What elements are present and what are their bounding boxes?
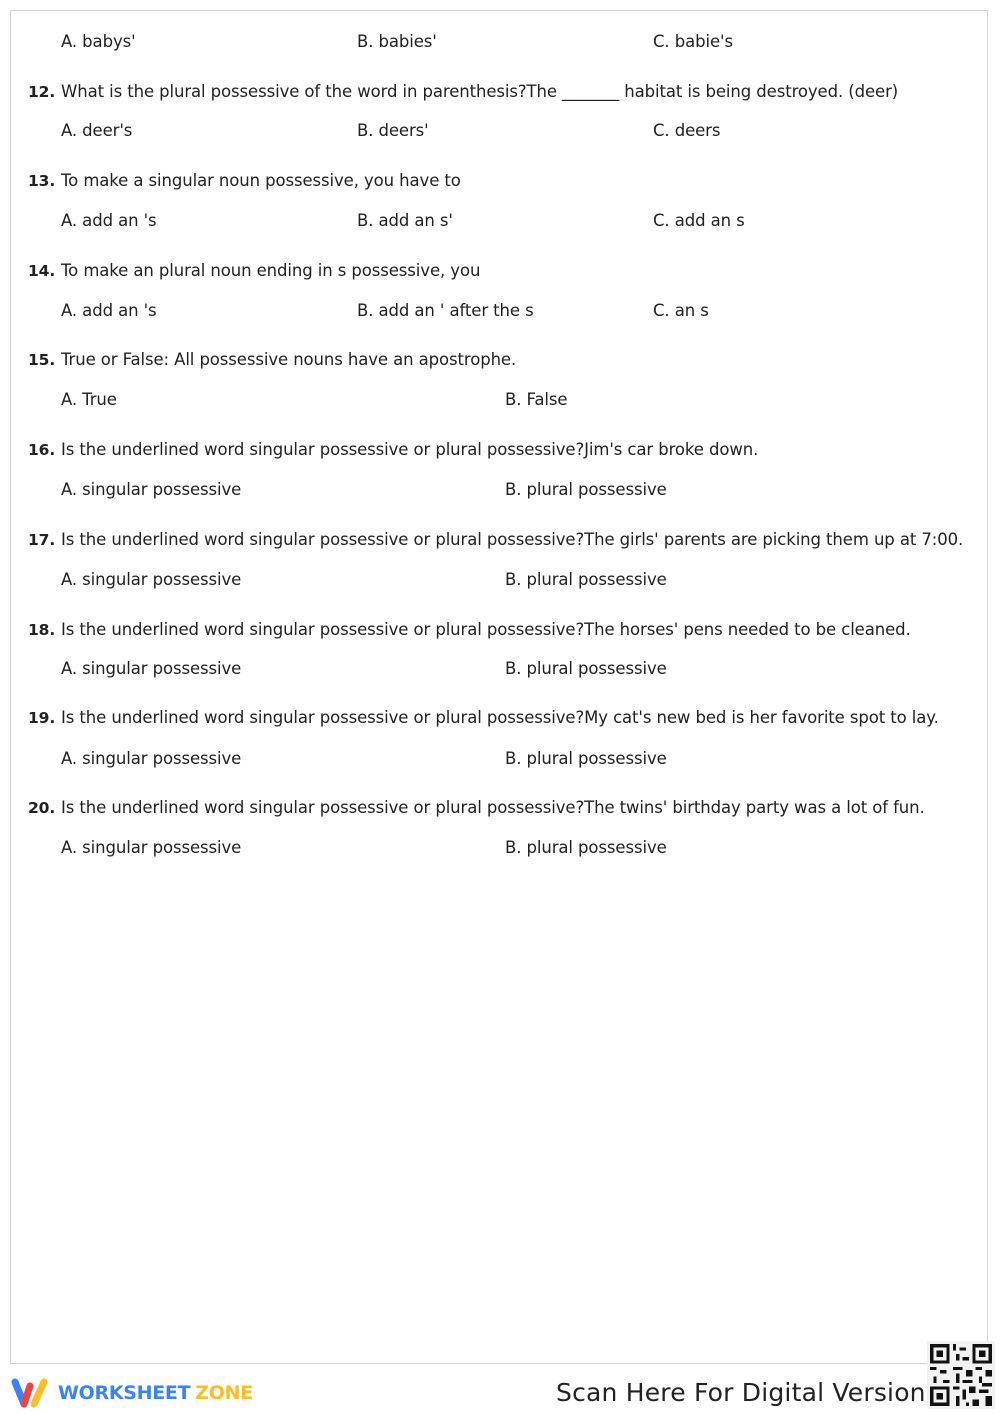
option-c: C. an s — [653, 301, 709, 320]
question-number: 19. — [28, 709, 56, 727]
option-a: A. add an 's — [61, 301, 157, 320]
question-text: Is the underlined word singular possessive or plural possessive?The twins' birthday party was a lot of fun. — [61, 798, 925, 817]
option-a: A. singular possessive — [61, 480, 242, 499]
option-b: B. plural possessive — [505, 659, 667, 678]
option-b: B. add an ' after the s — [357, 301, 534, 320]
option-a: A. True — [61, 390, 117, 409]
qr-code-icon[interactable] — [927, 1341, 995, 1409]
question-20 — [28, 798, 925, 818]
question-16 — [28, 440, 758, 460]
question-number: 16. — [28, 441, 56, 459]
question-13 — [28, 171, 461, 191]
logo-w-icon — [10, 1377, 50, 1409]
option-b: B. babies' — [357, 32, 437, 51]
question-15 — [28, 350, 516, 370]
option-b: B. add an s' — [357, 211, 453, 230]
question-text: To make an plural noun ending in s possessive, you — [61, 261, 481, 280]
question-number: 20. — [28, 799, 56, 817]
option-b: B. plural possessive — [505, 570, 667, 589]
option-a: A. singular possessive — [61, 838, 242, 857]
question-text: Is the underlined word singular possessive or plural possessive?The horses' pens needed to be cleaned. — [61, 620, 911, 639]
question-14 — [28, 261, 480, 281]
question-number: 18. — [28, 621, 56, 639]
question-18 — [28, 620, 911, 640]
option-b: B. plural possessive — [505, 838, 667, 857]
brand-worksheet: WORKSHEET — [58, 1382, 191, 1404]
question-12 — [28, 82, 898, 102]
option-c: C. babie's — [653, 32, 733, 51]
question-number: 17. — [28, 531, 56, 549]
option-b: B. deers' — [357, 121, 429, 140]
question-17 — [28, 530, 963, 550]
question-text: To make a singular noun possessive, you have to — [61, 171, 461, 190]
option-c: C. add an s — [653, 211, 745, 230]
option-a: A. deer's — [61, 121, 133, 140]
question-text: Is the underlined word singular possessive or plural possessive?My cat's new bed is her favorite spot to lay. — [61, 708, 939, 727]
option-b: B. plural possessive — [505, 749, 667, 768]
option-a: A. singular possessive — [61, 659, 242, 678]
question-number: 15. — [28, 351, 56, 369]
option-a: A. babys' — [61, 32, 136, 51]
question-19 — [28, 708, 939, 728]
question-text: Is the underlined word singular possessive or plural possessive?The girls' parents are picking them up at 7:00. — [61, 530, 964, 549]
scan-here-text: Scan Here For Digital Version — [556, 1378, 926, 1407]
question-number: 14. — [28, 262, 56, 280]
option-a: A. singular possessive — [61, 570, 242, 589]
question-text: What is the plural possessive of the word in parenthesis?The _______ habitat is being destroyed. (deer) — [61, 82, 899, 101]
brand-zone: ZONE — [195, 1382, 253, 1404]
worksheet-zone-logo — [10, 1376, 253, 1410]
option-c: C. deers — [653, 121, 721, 140]
option-a: A. add an 's — [61, 211, 157, 230]
option-b: B. plural possessive — [505, 480, 667, 499]
question-text: Is the underlined word singular possessive or plural possessive?Jim's car broke down. — [61, 440, 759, 459]
option-b: B. False — [505, 390, 568, 409]
question-text: True or False: All possessive nouns have an apostrophe. — [61, 350, 517, 369]
question-number: 12. — [28, 83, 56, 101]
page-border — [10, 10, 988, 1364]
option-a: A. singular possessive — [61, 749, 242, 768]
question-number: 13. — [28, 172, 56, 190]
